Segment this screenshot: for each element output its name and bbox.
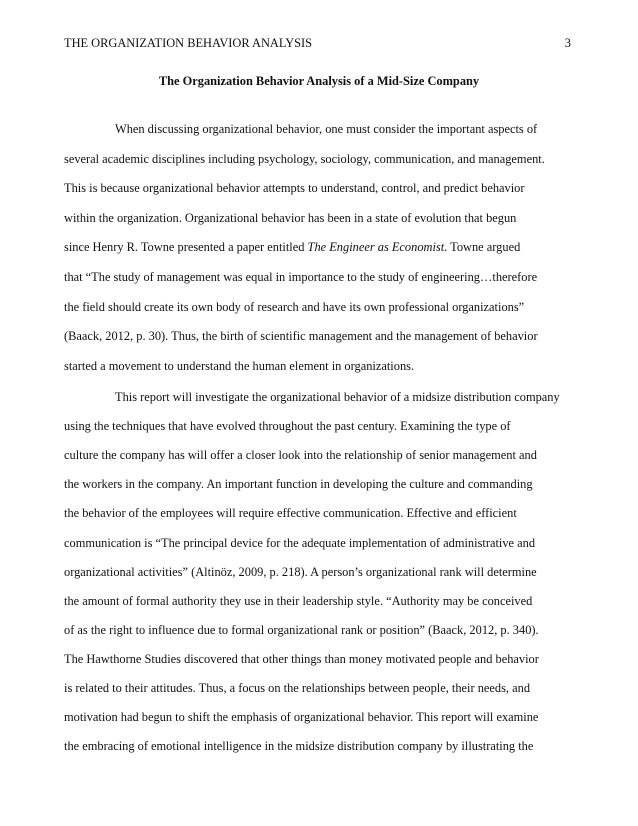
paragraph-1-line: (Baack, 2012, p. 30). Thus, the birth of scientific management and the management of behavior xyxy=(64,329,538,344)
paragraph-2-line: culture the company has will offer a closer look into the relationship of senior management and xyxy=(64,448,537,463)
line-text: . Towne argued xyxy=(444,240,521,255)
paragraph-2-line: The Hawthorne Studies discovered that other things than money motivated people and behavior xyxy=(64,651,539,666)
running-head: THE ORGANIZATION BEHAVIOR ANALYSIS xyxy=(64,36,313,50)
paragraph-2-line: of as the right to influence due to formal organizational rank or position” (Baack, 2012, p. 340). xyxy=(64,622,539,637)
line-text: since Henry R. Towne presented a paper entitled xyxy=(64,240,308,255)
paragraph-2-line: the behavior of the employees will require effective communication. Effective and efficient xyxy=(64,506,517,521)
paper-title-italic: The Engineer as Economist xyxy=(307,240,445,255)
paragraph-2-line: motivation had begun to shift the emphasis of organizational behavior. This report will examine xyxy=(64,710,539,725)
paragraph-2-line: the embracing of emotional intelligence in the midsize distribution company by illustrating the xyxy=(64,739,534,754)
paragraph-2-line: organizational activities” (Altinöz, 2009, p. 218). A person’s organizational rank will determine xyxy=(64,564,537,579)
paragraph-1-line: several academic disciplines including psychology, sociology, communication, and management. xyxy=(64,151,545,166)
paragraph-2-line: is related to their attitudes. Thus, a focus on the relationships between people, their needs, and xyxy=(64,681,531,695)
paragraph-2-line: This report will investigate the organizational behavior of a midsize distribution company xyxy=(115,390,560,404)
page-number: 3 xyxy=(564,36,571,50)
paragraph-1-line: within the organization. Organizational behavior has been in a state of evolution that begun xyxy=(64,210,517,225)
paragraph-2-line: the workers in the company. An important function in developing the culture and commanding xyxy=(64,477,533,492)
paragraph-1-line: started a movement to understand the human element in organizations. xyxy=(64,358,415,373)
paragraph-2-line: using the techniques that have evolved throughout the past century. Examining the type of xyxy=(64,419,511,434)
document-title: The Organization Behavior Analysis of a Mid-Size Company xyxy=(158,74,480,88)
paragraph-1-line: When discussing organizational behavior, one must consider the important aspects of xyxy=(115,122,538,136)
paragraph-2-line: communication is “The principal device for the adequate implementation of administrative and xyxy=(64,535,536,550)
paragraph-1-line xyxy=(64,239,520,255)
paragraph-1-line: This is because organizational behavior attempts to understand, control, and predict behavior xyxy=(64,181,525,196)
paragraph-2-line: the amount of formal authority they use in their leadership style. “Authority may be conceived xyxy=(64,593,533,608)
page-header xyxy=(64,35,571,51)
paragraph-1-line: the field should create its own body of research and have its own professional organizations” xyxy=(64,299,525,314)
paragraph-1-line: that “The study of management was equal in importance to the study of engineering…therefore xyxy=(64,270,538,284)
